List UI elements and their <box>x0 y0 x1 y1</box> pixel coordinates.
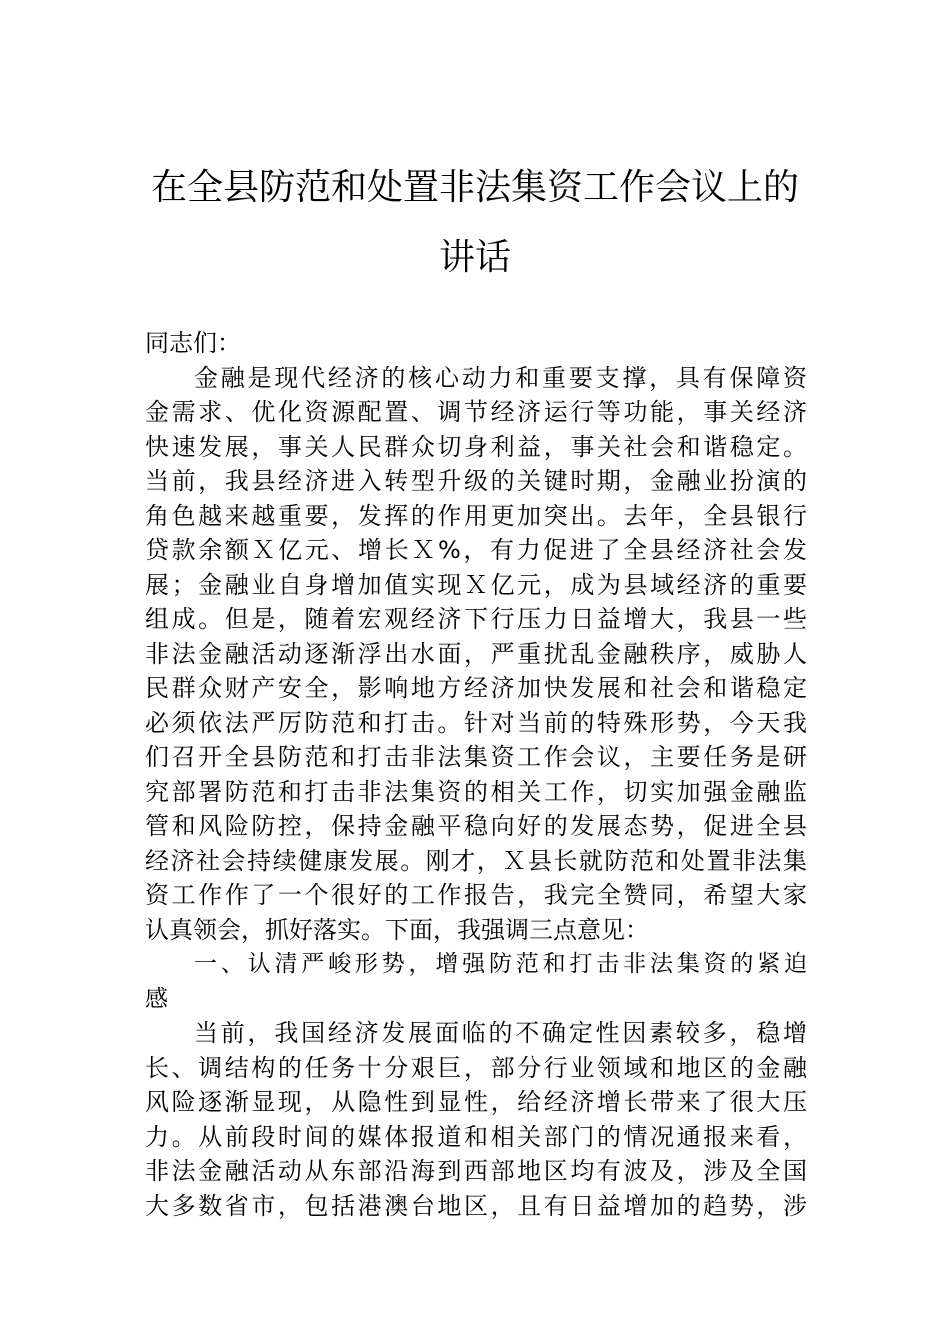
paragraph-1-line: 非法金融活动逐渐浮出水面，严重扰乱金融秩序，威胁人 <box>145 639 807 668</box>
paragraph-1-line: 角色越来越重要，发挥的作用更加突出。去年，全县银行 <box>145 501 807 530</box>
document-body <box>145 326 807 1223</box>
paragraph-1-line: 必须依法严厉防范和打击。针对当前的特殊形势，今天我 <box>145 708 807 737</box>
paragraph-1-line: 展；金融业自身增加值实现Ｘ亿元，成为县域经济的重要 <box>145 570 807 599</box>
paragraph-1-line: 金需求、优化资源配置、调节经济运行等功能，事关经济 <box>145 398 807 426</box>
paragraph-2-line: 长、调结构的任务十分艰巨，部分行业领域和地区的金融 <box>145 1053 807 1082</box>
paragraph-1-line: 金融是现代经济的核心动力和重要支撑，具有保障资 <box>194 363 807 392</box>
paragraph-1-line: 认真领会，抓好落实。下面，我强调三点意见： <box>145 915 649 944</box>
paragraph-2 <box>145 1016 807 1223</box>
section-heading-line: 感 <box>145 985 168 1012</box>
paragraph-1-line: 经济社会持续健康发展。刚才，Ｘ县长就防范和处置非法集 <box>145 846 807 875</box>
paragraph-1-line: 资工作作了一个很好的工作报告，我完全赞同，希望大家 <box>145 881 807 909</box>
document-title-line-1: 在全县防范和处置非法集资工作会议上的 <box>150 167 799 208</box>
section-heading-line: 一、认清严峻形势，增强防范和打击非法集资的紧迫 <box>194 951 807 977</box>
paragraph-2-line: 风险逐渐显现，从隐性到显性，给经济增长带来了很大压 <box>145 1088 807 1116</box>
paragraph-1-line: 贷款余额Ｘ亿元、增长Ｘ%，有力促进了全县经济社会发 <box>145 536 807 564</box>
paragraph-2-line: 大多数省市，包括港澳台地区，且有日益增加的趋势，涉 <box>145 1191 807 1220</box>
paragraph-1-line: 当前，我县经济进入转型升级的关键时期，金融业扮演的 <box>145 467 807 495</box>
document-title-line-2: 讲话 <box>438 237 511 278</box>
section-heading-1 <box>145 947 807 1016</box>
paragraph-1-line: 组成。但是，随着宏观经济下行压力日益增大，我县一些 <box>145 605 807 633</box>
paragraph-1 <box>145 361 807 948</box>
paragraph-2-line: 力。从前段时间的媒体报道和相关部门的情况通报来看， <box>145 1122 807 1151</box>
paragraph-1-line: 究部署防范和打击非法集资的相关工作，切实加强金融监 <box>145 777 807 806</box>
paragraph-2-line: 非法金融活动从东部沿海到西部地区均有波及，涉及全国 <box>145 1157 807 1185</box>
paragraph-1-line: 民群众财产安全，影响地方经济加快发展和社会和谐稳定 <box>145 674 807 702</box>
paragraph-1-line: 管和风险防控，保持金融平稳向好的发展态势，促进全县 <box>145 812 807 840</box>
salutation: 同志们： <box>145 329 241 357</box>
paragraph-2-line: 当前，我国经济发展面临的不确定性因素较多，稳增 <box>194 1019 807 1047</box>
paragraph-1-line: 快速发展，事关人民群众切身利益，事关社会和谐稳定。 <box>145 432 807 461</box>
paragraph-1-line: 们召开全县防范和打击非法集资工作会议，主要任务是研 <box>145 743 807 771</box>
